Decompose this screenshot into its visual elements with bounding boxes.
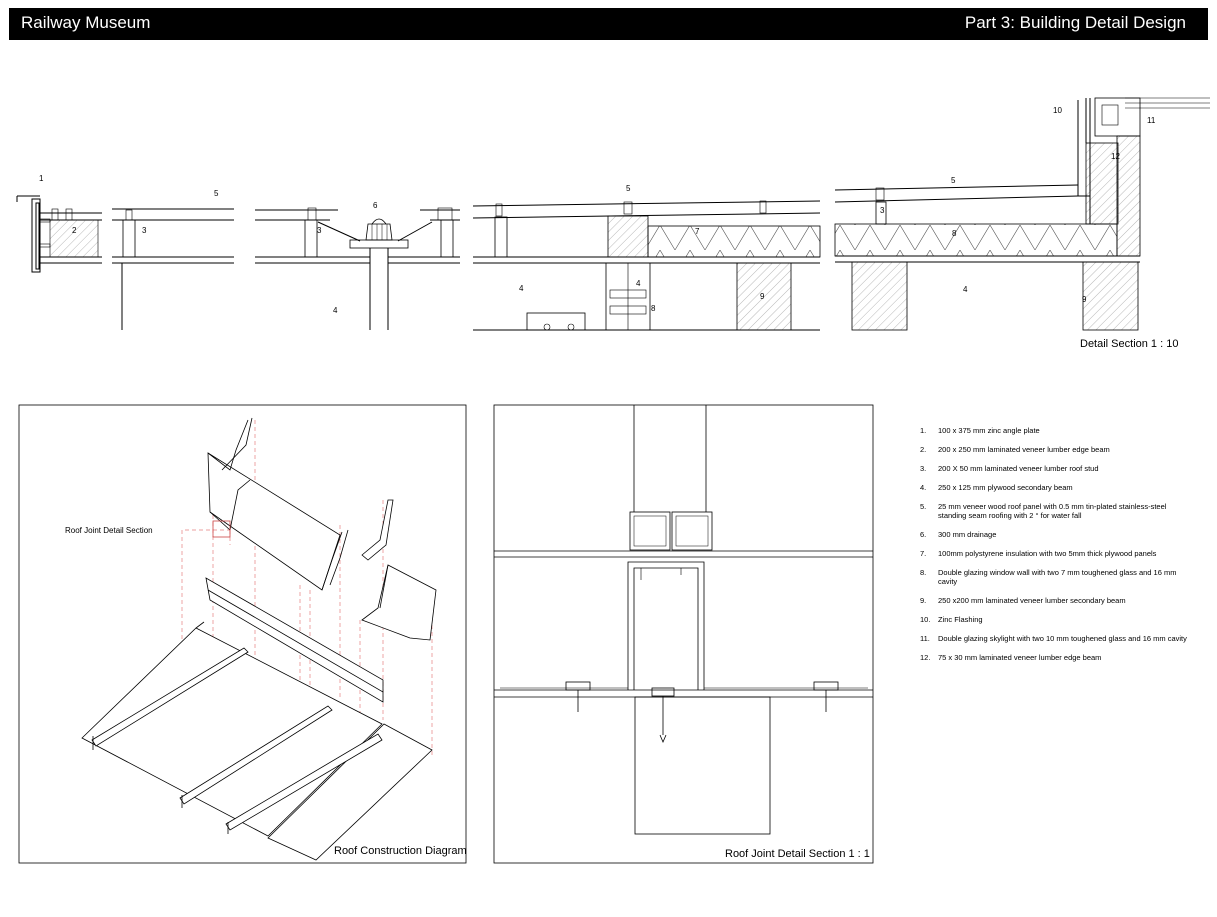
section-label-6: 6 bbox=[373, 201, 378, 210]
legend-item: 3. 200 X 50 mm laminated veneer lumber roof stud bbox=[920, 464, 1099, 473]
section-label-1: 1 bbox=[39, 174, 44, 183]
legend-item: 6. 300 mm drainage bbox=[920, 530, 997, 539]
section-label-5: 5 bbox=[214, 189, 219, 198]
section-drainage bbox=[255, 208, 460, 330]
legend-item: 5. 25 mm veneer wood roof panel with 0.5 mm tin-plated stainless-steel standing seam roofing with 2 ° for water fall bbox=[920, 502, 1167, 520]
section-edge-detail bbox=[17, 196, 102, 272]
roof-joint-detail bbox=[494, 405, 873, 863]
legend-item: 11. Double glazing skylight with two 10 mm toughened glass and 16 mm cavity bbox=[920, 634, 1187, 643]
detail-section bbox=[17, 98, 1210, 350]
roof-joint-callout: Roof Joint Detail Section bbox=[65, 526, 153, 535]
section-label-3b: 3 bbox=[317, 226, 322, 235]
section-label-8: 8 bbox=[651, 304, 656, 313]
section-label-12: 12 bbox=[1111, 152, 1120, 161]
detail-section-caption: Detail Section 1 : 10 bbox=[1080, 338, 1179, 350]
section-label-4d: 4 bbox=[636, 279, 641, 288]
roof-construction-diagram bbox=[19, 405, 467, 863]
legend-item: 2. 200 x 250 mm laminated veneer lumber edge beam bbox=[920, 445, 1110, 454]
section-label-9: 9 bbox=[760, 292, 765, 301]
section-skylight-junction bbox=[835, 98, 1210, 330]
legend-item: 4. 250 x 125 mm plywood secondary beam bbox=[920, 483, 1073, 492]
section-label-4b: 4 bbox=[519, 284, 524, 293]
section-label-3c: 3 bbox=[880, 206, 885, 215]
section-label-7: 7 bbox=[695, 227, 700, 236]
section-label-11: 11 bbox=[1147, 116, 1156, 125]
legend-item: 1. 100 x 375 mm zinc angle plate bbox=[920, 426, 1040, 435]
legend-item: 12. 75 x 30 mm laminated veneer lumber edge beam bbox=[920, 653, 1102, 662]
section-label-4: 4 bbox=[333, 306, 338, 315]
legend-item: 9. 250 x200 mm laminated veneer lumber secondary beam bbox=[920, 596, 1126, 605]
project-title: Railway Museum bbox=[21, 13, 151, 32]
part-title: Part 3: Building Detail Design bbox=[964, 13, 1186, 32]
section-label-5b: 5 bbox=[626, 184, 631, 193]
section-label-4c: 4 bbox=[963, 285, 968, 294]
section-roof-stud bbox=[112, 209, 234, 330]
legend-list bbox=[920, 426, 1192, 672]
section-label-10: 10 bbox=[1053, 106, 1062, 115]
legend-item: 10. Zinc Flashing bbox=[920, 615, 983, 624]
roof-joint-caption: Roof Joint Detail Section 1 : 1 bbox=[725, 848, 870, 860]
section-label-9b: 9 bbox=[1082, 295, 1087, 304]
section-label-8b: 8 bbox=[952, 229, 957, 238]
legend-item: 7. 100mm polystyrene insulation with two 5mm thick plywood panels bbox=[920, 549, 1157, 558]
section-label-2: 2 bbox=[72, 226, 77, 235]
roof-diagram-caption: Roof Construction Diagram bbox=[334, 845, 467, 857]
section-window-wall bbox=[473, 201, 820, 330]
legend-item: 8. Double glazing window wall with two 7 mm toughened glass and 16 mm cavity bbox=[920, 568, 1177, 586]
section-label-3: 3 bbox=[142, 226, 147, 235]
section-label-5c: 5 bbox=[951, 176, 956, 185]
